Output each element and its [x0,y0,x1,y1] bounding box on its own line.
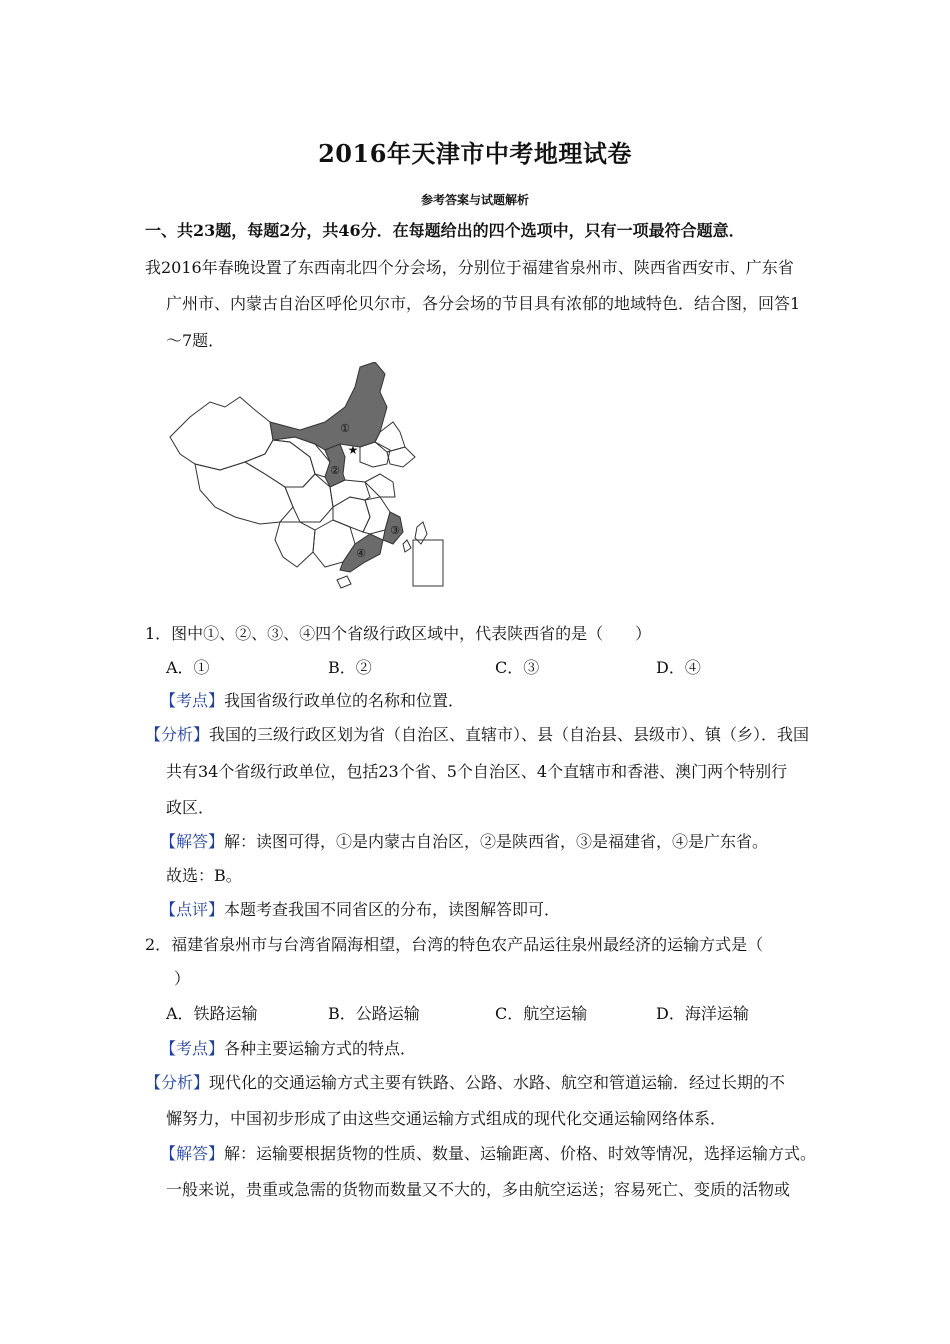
china-map-figure [165,362,465,590]
q1-option-b: B．② [328,658,372,677]
q2-fenxi [145,1073,785,1093]
q1-dianping-tag: 【点评】 [160,900,225,919]
q1-fenxi [145,725,809,745]
intro-line-2: 广州市、内蒙古自治区呼伦贝尔市，各分会场的节目具有浓郁的地域特色．结合图，回答1 [166,294,801,313]
q2-jieda [160,1144,816,1164]
intro-line-1: 我2016年春晚设置了东西南北四个分会场，分别位于福建省泉州市、陕西省西安市、广东省 [145,258,794,277]
page-title: 2016年天津市中考地理试卷 [318,139,632,168]
q2-question-cont: ） [174,969,191,988]
q1-fenxi-tag: 【分析】 [145,725,210,744]
map-marker-3: ③ [390,524,400,537]
q1-fenxi-line-3: 政区． [166,798,215,817]
q2-question: 2．福建省泉州市与台湾省隔海相望，台湾的特色农产品运往泉州最经济的运输方式是（ [145,935,764,954]
q1-option-d: D．④ [656,658,701,677]
q1-jieda-text: 解：读图可得，①是内蒙古自治区，②是陕西省，③是福建省，④是广东省。 [224,832,769,851]
q2-option-d: D．海洋运输 [656,1004,749,1023]
q2-kaodian-tag: 【考点】 [160,1039,225,1058]
q1-answer: 故选：B。 [166,866,242,885]
q2-fenxi-line-2: 懈努力，中国初步形成了由这些交通运输方式组成的现代化交通运输网络体系． [166,1109,727,1128]
q1-jieda-tag: 【解答】 [160,832,225,851]
q1-fenxi-line-1: 我国的三级行政区划为省（自治区、直辖市）、县（自治县、县级市）、镇（乡）．我国 [209,725,810,744]
q2-option-a: A．铁路运输 [166,1004,258,1023]
q2-kaodian-text: 各种主要运输方式的特点． [224,1039,417,1058]
q1-option-a: A．① [166,658,210,677]
map-outline [170,397,443,588]
q1-jieda [160,832,768,852]
q1-kaodian-tag: 【考点】 [160,691,225,710]
map-marker-2: ② [330,464,340,477]
q2-fenxi-tag: 【分析】 [145,1073,210,1092]
q1-option-c: C．③ [495,658,540,677]
q2-jieda-line-2: 一般来说，贵重或急需的货物而数量又不大的，多由航空运送；容易死亡、变质的活物或 [166,1180,791,1199]
map-marker-4: ④ [356,547,366,560]
q1-question: 1．图中①、②、③、④四个省级行政区域中，代表陕西省的是（ ） [145,624,652,643]
page-subtitle: 参考答案与试题解析 [420,193,529,207]
q2-jieda-tag: 【解答】 [160,1144,225,1163]
q2-fenxi-line-1: 现代化的交通运输方式主要有铁路、公路、水路、航空和管道运输．经过长期的不 [209,1073,786,1092]
section-heading: 一、共23题，每题2分，共46分．在每题给出的四个选项中，只有一项最符合题意． [145,221,745,240]
q1-dianping [160,900,560,920]
q1-fenxi-line-2: 共有34个省级行政单位，包括23个省、5个自治区、4个直辖市和香港、澳门两个特别行 [166,762,788,781]
q1-kaodian [160,691,464,711]
q1-kaodian-text: 我国省级行政单位的名称和位置． [224,691,465,710]
q2-option-b: B．公路运输 [328,1004,420,1023]
q2-option-c: C．航空运输 [495,1004,588,1023]
intro-line-3: ～7题． [166,331,225,350]
region-inner-mongolia [270,362,387,450]
q2-jieda-line-1: 解：运输要根据货物的性质、数量、运输距离、价格、时效等情况，选择运输方式。 [224,1144,817,1163]
capital-star-icon: ★ [347,443,359,457]
q2-kaodian [160,1039,416,1059]
map-marker-1: ① [340,422,350,435]
q1-dianping-text: 本题考查我国不同省区的分布，读图解答即可． [224,900,561,919]
